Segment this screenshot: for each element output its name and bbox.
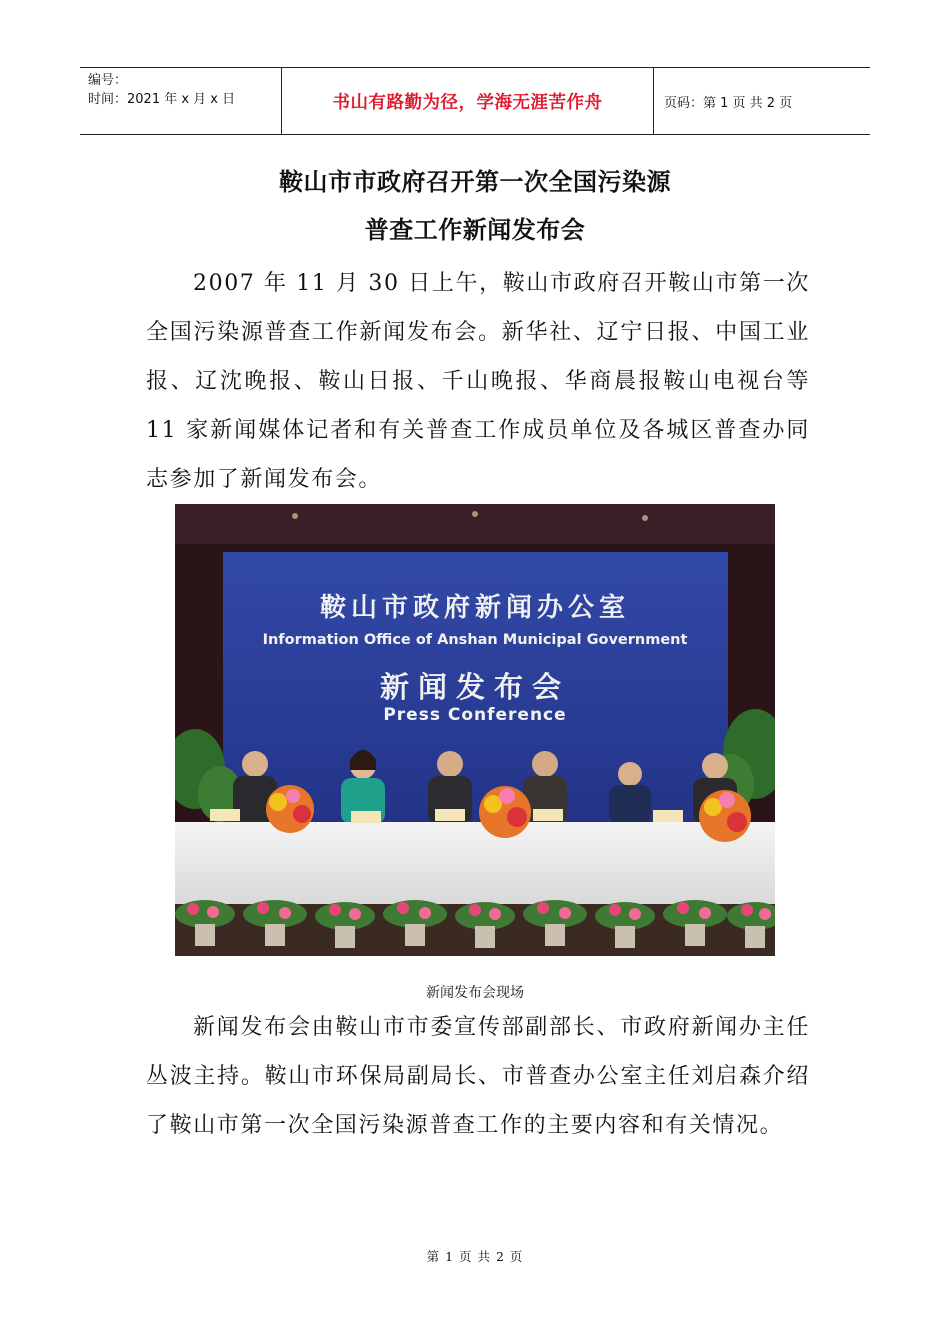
header-left-cell (80, 68, 281, 134)
header-page-cell (654, 68, 870, 134)
backdrop-event-en: Press Conference (383, 705, 567, 725)
title-line-1: 鞍山市市政府召开第一次全国污染源 (279, 168, 671, 196)
backdrop-event-cn: 新闻发布会 (379, 670, 571, 704)
page-footer: 第 1 页 共 2 页 (426, 1249, 524, 1264)
title-line-2: 普查工作新闻发布会 (364, 216, 586, 244)
document-header (80, 67, 870, 135)
backdrop-title-en: Information Office of Anshan Municipal Government (262, 632, 688, 648)
paragraph-body: 新闻发布会由鞍山市市委宣传部副部长、市政府新闻办主任丛波主持。鞍山市环保局副局长、市普查办公室主任刘启森介绍了鞍山市第一次全国污染源普查工作的主要内容和有关情况。 (146, 1015, 810, 1138)
motto-text: 书山有路勤为径，学海无涯苦作舟 (332, 92, 603, 113)
backdrop-title-cn: 鞍山市政府新闻办公室 (319, 593, 631, 623)
time-label: 时间：2021 年 x 月 x 日 (88, 92, 236, 107)
header-motto-cell (281, 68, 654, 134)
press-conference-photo (175, 504, 775, 956)
floor-flowers (175, 900, 775, 948)
paragraph-intro: 2007 年 11 月 30 日上午，鞍山市政府召开鞍山市第一次全国污染源普查工作新闻发布会。新华社、辽宁日报、中国工业报、辽沈晚报、鞍山日报、千山晚报、华商晨报鞍山电视台等 11 家新闻媒体记者和有关普查工作成员单位及各城区普查办同志参加了新闻发布会。 (146, 271, 810, 492)
number-label: 编号： (88, 73, 128, 88)
page-info: 页码：第 1 页 共 2 页 (664, 95, 793, 111)
photo-caption: 新闻发布会现场 (426, 985, 524, 1001)
